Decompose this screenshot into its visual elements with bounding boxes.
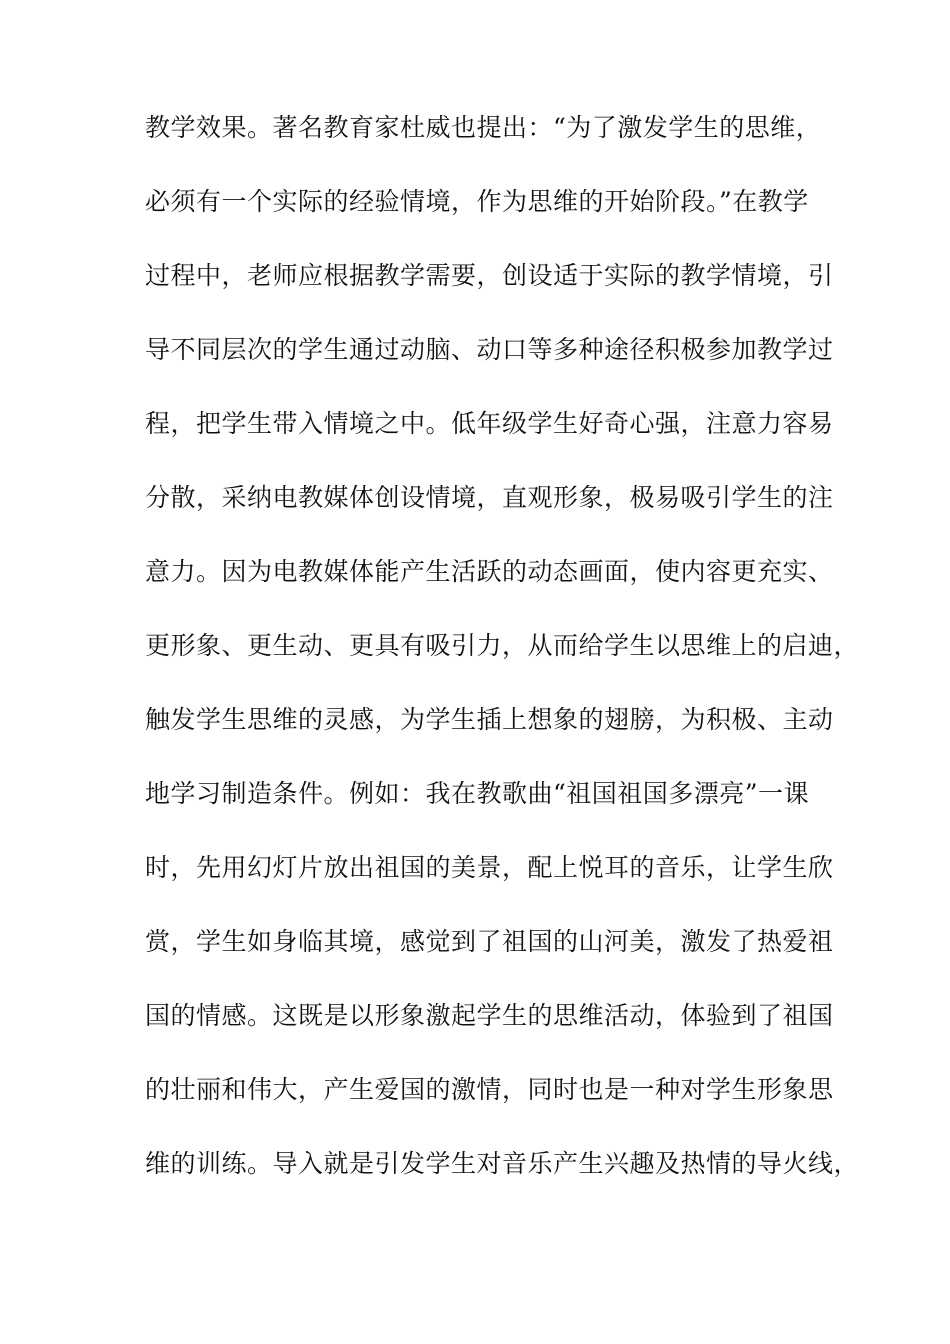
text-line: 必须有一个实际的经验情境，作为思维的开始阶段。”在教学 [145,187,809,216]
text-line: 维的训练。导入就是引发学生对音乐产生兴趣及热情的导火线， [145,1149,860,1178]
text-line: 地学习制造条件。例如：我在教歌曲“祖国祖国多漂亮”一课 [145,779,810,808]
text-line: 时，先用幻灯片放出祖国的美景，配上悦耳的音乐，让学生欣 [145,853,834,882]
text-line: 分散，采纳电教媒体创设情境，直观形象，极易吸引学生的注 [145,483,834,512]
text-line: 触发学生思维的灵感，为学生插上想象的翅膀，为积极、主动 [145,705,834,734]
text-line: 教学效果。著名教育家杜威也提出：“为了激发学生的思维， [145,113,822,142]
text-line: 过程中，老师应根据教学需要，创设适于实际的教学情境，引 [145,261,834,290]
body-paragraph [145,113,860,1201]
text-line: 更形象、更生动、更具有吸引力，从而给学生以思维上的启迪， [145,631,860,660]
text-line: 赏，学生如身临其境，感觉到了祖国的山河美，激发了热爱祖 [145,927,834,956]
text-line: 导不同层次的学生通过动脑、动口等多种途径积极参加教学过 [145,335,834,364]
text-line: 的壮丽和伟大，产生爱国的激情，同时也是一种对学生形象思 [145,1075,834,1104]
text-line: 程，把学生带入情境之中。低年级学生好奇心强，注意力容易 [145,409,834,438]
text-line: 国的情感。这既是以形象激起学生的思维活动，体验到了祖国 [145,1001,834,1030]
text-line: 意力。因为电教媒体能产生活跃的动态画面，使内容更充实、 [145,557,834,586]
